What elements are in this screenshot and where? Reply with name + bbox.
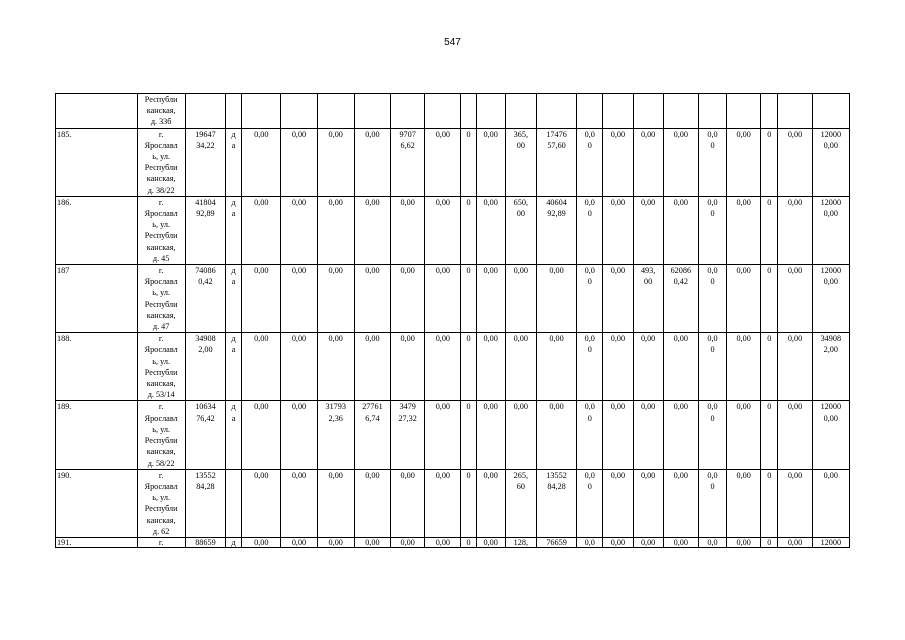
value-cell (603, 94, 633, 129)
value-cell: 31793 2,36 (317, 401, 354, 469)
value-cell: 0,00 (317, 469, 354, 537)
value-cell: 0,00 (354, 469, 390, 537)
value-cell: 0,00 (391, 469, 425, 537)
value-cell: 88659 (185, 537, 225, 547)
value-cell: 0,00 (281, 469, 317, 537)
value-cell (226, 94, 242, 129)
value-cell: 0,00 (281, 196, 317, 264)
value-cell: 0,00 (778, 401, 812, 469)
table-row (56, 333, 850, 401)
row-number-cell: 187 (56, 265, 138, 333)
value-cell: 0,00 (281, 537, 317, 547)
value-cell: 13552 84,28 (185, 469, 225, 537)
value-cell: 0,00 (242, 196, 281, 264)
value-cell: 0,00 (778, 333, 812, 401)
value-cell: 0,00 (778, 469, 812, 537)
value-cell: 76659 (536, 537, 576, 547)
value-cell: 0,00 (633, 537, 663, 547)
value-cell (778, 94, 812, 129)
value-cell: 10634 76,42 (185, 401, 225, 469)
value-cell: 0 (761, 333, 778, 401)
value-cell: 0,0 0 (577, 265, 603, 333)
value-cell: 0,00 (663, 128, 698, 196)
value-cell: 0,0 0 (698, 196, 726, 264)
value-cell (761, 94, 778, 129)
value-cell (425, 94, 461, 129)
value-cell (317, 94, 354, 129)
value-cell: 0,00 (281, 401, 317, 469)
value-cell: 0,00 (812, 469, 849, 537)
value-cell: 0,00 (476, 265, 505, 333)
value-cell: 0,00 (633, 333, 663, 401)
value-cell: 0,00 (317, 265, 354, 333)
value-cell: 0,00 (727, 401, 761, 469)
row-number-cell (56, 94, 138, 129)
value-cell: 0,00 (505, 401, 536, 469)
value-cell: 0,00 (603, 128, 633, 196)
table-row (56, 537, 850, 547)
value-cell: 41804 92,89 (185, 196, 225, 264)
row-number-cell: 188. (56, 333, 138, 401)
address-cell: г. Ярославл ь, ул. Республи канская, д. 62 (137, 469, 185, 537)
value-cell: 365, 00 (505, 128, 536, 196)
value-cell: 0,00 (425, 469, 461, 537)
value-cell: 0,00 (354, 265, 390, 333)
value-cell: 0,00 (476, 196, 505, 264)
value-cell: 0 (461, 265, 476, 333)
value-cell (281, 94, 317, 129)
value-cell: 0,00 (633, 469, 663, 537)
value-cell: 0,00 (727, 196, 761, 264)
value-cell: 0 (761, 196, 778, 264)
value-cell: 0,00 (242, 333, 281, 401)
value-cell: 0,00 (505, 333, 536, 401)
value-cell: 0,00 (425, 333, 461, 401)
address-cell: г. Ярославл ь, ул. Республи канская, д. 47 (137, 265, 185, 333)
table-row (56, 265, 850, 333)
value-cell: 12000 (812, 537, 849, 547)
value-cell: 0,0 0 (577, 128, 603, 196)
value-cell: 0,00 (242, 401, 281, 469)
value-cell: 0,00 (633, 196, 663, 264)
value-cell: 0,00 (391, 537, 425, 547)
page-number: 547 (444, 37, 461, 48)
value-cell: 0,00 (727, 128, 761, 196)
value-cell: 0,0 0 (698, 401, 726, 469)
value-cell: 0,00 (476, 333, 505, 401)
value-cell: 12000 0,00 (812, 128, 849, 196)
address-cell: г. Ярославл ь, ул. Республи канская, д. 58/22 (137, 401, 185, 469)
value-cell: 0,00 (663, 401, 698, 469)
value-cell: 0,00 (778, 537, 812, 547)
value-cell: 0,00 (425, 196, 461, 264)
value-cell: 0,00 (354, 128, 390, 196)
table-row (56, 196, 850, 264)
value-cell: 0,00 (727, 333, 761, 401)
value-cell (354, 94, 390, 129)
address-cell: г. Ярославл ь, ул. Республи канская, д. 38/22 (137, 128, 185, 196)
value-cell: д а (226, 265, 242, 333)
value-cell: 0,00 (778, 265, 812, 333)
value-cell: 0,00 (242, 128, 281, 196)
value-cell: 0,0 0 (577, 333, 603, 401)
value-cell (812, 94, 849, 129)
value-cell: 3479 27,32 (391, 401, 425, 469)
table-row (56, 469, 850, 537)
value-cell: 19647 34,22 (185, 128, 225, 196)
value-cell: 0,0 0 (577, 196, 603, 264)
value-cell: 0,00 (727, 469, 761, 537)
value-cell: 0,00 (633, 128, 663, 196)
value-cell: 0,00 (476, 537, 505, 547)
value-cell: 0,0 (577, 537, 603, 547)
value-cell: 17476 57,60 (536, 128, 576, 196)
value-cell: 27761 6,74 (354, 401, 390, 469)
table-row (56, 401, 850, 469)
value-cell: 0 (461, 128, 476, 196)
value-cell: 0,00 (391, 196, 425, 264)
value-cell: 0 (761, 469, 778, 537)
value-cell: 0,00 (603, 265, 633, 333)
address-cell: г. Ярославл ь, ул. Республи канская, д. 53/14 (137, 333, 185, 401)
value-cell: 0,00 (603, 401, 633, 469)
value-cell: 0 (461, 333, 476, 401)
value-cell: 0,00 (778, 196, 812, 264)
value-cell: 0,00 (633, 401, 663, 469)
value-cell: 0,00 (425, 537, 461, 547)
value-cell (185, 94, 225, 129)
value-cell: 0 (761, 537, 778, 547)
value-cell: 0,00 (536, 333, 576, 401)
value-cell: 0,00 (391, 265, 425, 333)
value-cell: 0 (461, 537, 476, 547)
value-cell: 493, 00 (633, 265, 663, 333)
row-number-cell: 190. (56, 469, 138, 537)
value-cell: 128, (505, 537, 536, 547)
value-cell: 0,0 (698, 537, 726, 547)
value-cell: 34908 2,00 (185, 333, 225, 401)
row-number-cell: 189. (56, 401, 138, 469)
value-cell (727, 94, 761, 129)
value-cell: 0,00 (317, 537, 354, 547)
value-cell: 0,00 (354, 196, 390, 264)
value-cell: 12000 0,00 (812, 196, 849, 264)
value-cell: 74086 0,42 (185, 265, 225, 333)
value-cell: д а (226, 128, 242, 196)
table-row (56, 128, 850, 196)
value-cell (536, 94, 576, 129)
value-cell: 34908 2,00 (812, 333, 849, 401)
value-cell: 0,00 (663, 196, 698, 264)
value-cell: 0,00 (242, 537, 281, 547)
value-cell: 40604 92,89 (536, 196, 576, 264)
value-cell: 0,0 0 (698, 265, 726, 333)
value-cell: 0,00 (242, 469, 281, 537)
value-cell: 0,00 (663, 469, 698, 537)
value-cell (391, 94, 425, 129)
value-cell (226, 469, 242, 537)
value-cell: 0,0 0 (698, 469, 726, 537)
value-cell: 0,00 (603, 537, 633, 547)
value-cell: 0,00 (391, 333, 425, 401)
row-number-cell: 191. (56, 537, 138, 547)
value-cell: 0,00 (281, 128, 317, 196)
value-cell: 0,00 (663, 333, 698, 401)
value-cell: 0,00 (354, 333, 390, 401)
value-cell (577, 94, 603, 129)
value-cell: 0,00 (425, 401, 461, 469)
value-cell: 0,00 (536, 265, 576, 333)
table-row (56, 94, 850, 129)
value-cell (633, 94, 663, 129)
value-cell: 12000 0,00 (812, 401, 849, 469)
value-cell: 0,00 (603, 196, 633, 264)
value-cell (461, 94, 476, 129)
value-cell: 0 (461, 469, 476, 537)
value-cell: 0,00 (425, 128, 461, 196)
value-cell: 0,00 (727, 265, 761, 333)
value-cell: д а (226, 401, 242, 469)
value-cell: 0,00 (281, 333, 317, 401)
value-cell: 265, 60 (505, 469, 536, 537)
value-cell: 0,00 (727, 537, 761, 547)
value-cell: 0,00 (603, 333, 633, 401)
table-body (56, 94, 850, 548)
data-table (55, 93, 850, 548)
value-cell: 0 (761, 128, 778, 196)
value-cell: д а (226, 333, 242, 401)
address-cell: г. Ярославл ь, ул. Республи канская, д. 45 (137, 196, 185, 264)
value-cell: 0 (461, 401, 476, 469)
value-cell: 650, 00 (505, 196, 536, 264)
value-cell: 0,00 (317, 128, 354, 196)
value-cell: 0,00 (778, 128, 812, 196)
value-cell: 0,00 (476, 469, 505, 537)
value-cell: 0,00 (603, 469, 633, 537)
value-cell (663, 94, 698, 129)
value-cell: 0,00 (317, 333, 354, 401)
value-cell (698, 94, 726, 129)
row-number-cell: 186. (56, 196, 138, 264)
value-cell: 0,00 (281, 265, 317, 333)
value-cell: 0,0 0 (698, 128, 726, 196)
value-cell: 0,00 (476, 128, 505, 196)
value-cell (476, 94, 505, 129)
value-cell: 0,0 0 (698, 333, 726, 401)
value-cell: 0,00 (425, 265, 461, 333)
value-cell (505, 94, 536, 129)
value-cell: 0 (761, 401, 778, 469)
value-cell: 0,00 (663, 537, 698, 547)
value-cell: 12000 0,00 (812, 265, 849, 333)
value-cell: 0,00 (476, 401, 505, 469)
value-cell: 0,00 (242, 265, 281, 333)
row-number-cell: 185. (56, 128, 138, 196)
value-cell: д (226, 537, 242, 547)
value-cell: 62086 0,42 (663, 265, 698, 333)
value-cell (242, 94, 281, 129)
value-cell: 13552 84,28 (536, 469, 576, 537)
value-cell: 0,00 (354, 537, 390, 547)
value-cell: 0 (461, 196, 476, 264)
address-cell: Республи канская, д. 33б (137, 94, 185, 129)
value-cell: 0,0 0 (577, 469, 603, 537)
value-cell: 0 (761, 265, 778, 333)
value-cell: 9707 6,62 (391, 128, 425, 196)
value-cell: 0,00 (536, 401, 576, 469)
value-cell: 0,0 0 (577, 401, 603, 469)
address-cell: г. (137, 537, 185, 547)
value-cell: д а (226, 196, 242, 264)
value-cell: 0,00 (505, 265, 536, 333)
value-cell: 0,00 (317, 196, 354, 264)
